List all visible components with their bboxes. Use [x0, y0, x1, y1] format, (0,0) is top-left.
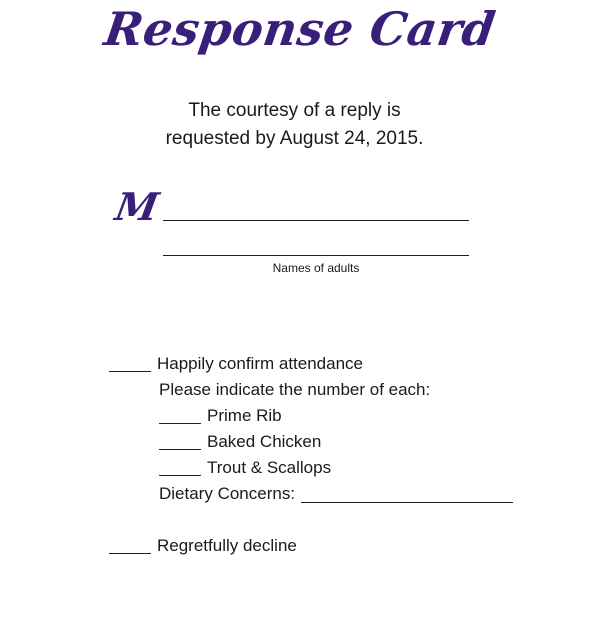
dietary-blank[interactable] [301, 502, 513, 503]
card-title: Response Card [101, 2, 499, 56]
names-caption: Names of adults [272, 261, 360, 275]
courtesy-text [0, 97, 589, 153]
meal-option-prime-rib [159, 405, 282, 427]
meal-blank[interactable] [159, 449, 201, 450]
meal-label: Baked Chicken [207, 432, 322, 451]
dietary-concerns [159, 483, 513, 505]
courtesy-line-1: The courtesy of a reply is [188, 100, 401, 121]
meal-option-trout-scallops [159, 457, 331, 479]
decline-label: Regretfully decline [157, 536, 297, 555]
confirm-label: Happily confirm attendance [157, 354, 364, 373]
meal-blank[interactable] [159, 475, 201, 476]
decline-option [109, 535, 297, 557]
dietary-label: Dietary Concerns: [159, 484, 296, 503]
decline-blank[interactable] [109, 553, 151, 554]
monogram-m: M [112, 184, 163, 229]
name-line-1[interactable] [163, 220, 469, 221]
indicate-text: Please indicate the number of each: [159, 380, 431, 399]
confirm-blank[interactable] [109, 371, 151, 372]
confirm-option [109, 353, 363, 375]
meal-option-baked-chicken [159, 431, 321, 453]
courtesy-line-2: requested by August 24, 2015. [165, 128, 424, 149]
meal-label: Prime Rib [207, 406, 282, 425]
meal-label: Trout & Scallops [207, 458, 332, 477]
meal-blank[interactable] [159, 423, 201, 424]
name-line-2[interactable] [163, 255, 469, 256]
